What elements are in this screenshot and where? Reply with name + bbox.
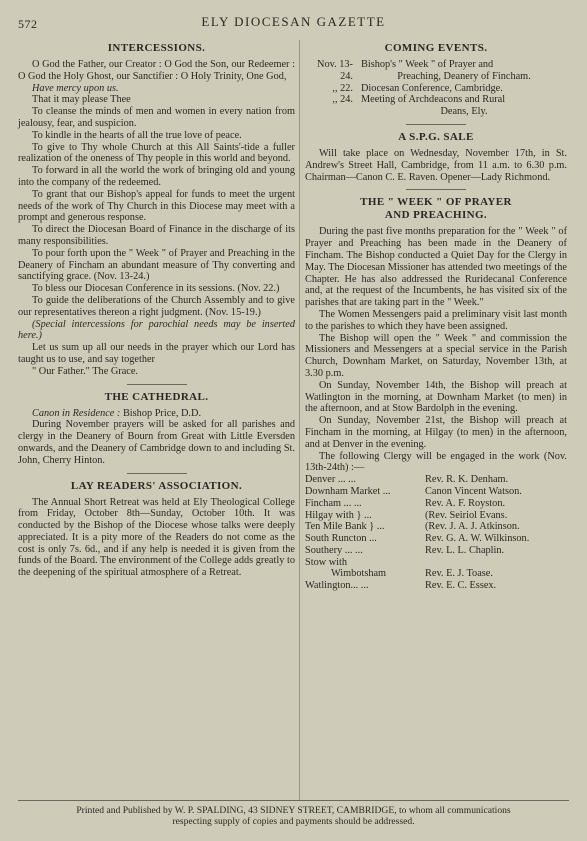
- event-description: [357, 83, 567, 95]
- response-line: That it may please Thee: [32, 94, 131, 106]
- clergy-parish: South Runcton ...: [305, 533, 377, 545]
- event-description: [357, 94, 567, 118]
- have-mercy-line: Have mercy upon us.: [32, 82, 119, 94]
- clergy-parish: Downham Market ...: [305, 485, 391, 497]
- clergy-parish: Southery ... ...: [305, 544, 363, 556]
- petition: To kindle in the hearts of all the true love of peace.: [32, 129, 242, 141]
- clergy-row: [305, 521, 567, 533]
- clergy-list: [305, 474, 567, 592]
- event-row: [305, 59, 567, 83]
- petition: To bless our Diocesan Conference in its sessions. (Nov. 22.): [32, 283, 280, 295]
- event-description: [357, 59, 567, 83]
- gazette-title: ELY DIOCESAN GAZETTE: [201, 14, 386, 29]
- section-rule: [406, 124, 466, 125]
- week-paragraph: On Sunday, November 14th, the Bishop will preach at Watlington in the morning, at Downham Market (to men) in the afternoon, and at Stow Bardolph in the evening.: [305, 379, 567, 415]
- clergy-name: Rev. G. A. W. Wilkinson.: [425, 533, 530, 545]
- heading-line: THE " WEEK " OF PRAYER: [360, 196, 512, 209]
- week-of-prayer-heading: [305, 196, 567, 222]
- event-row: [305, 83, 567, 95]
- footer-line: respecting supply of copies and payments should be addressed.: [172, 816, 415, 827]
- clergy-name: [425, 557, 567, 569]
- clergy-parish: Denver ... ...: [305, 474, 356, 486]
- event-date: Nov. 13-24.: [317, 59, 353, 82]
- spg-sale-section: [305, 131, 567, 183]
- section-rule: [127, 384, 187, 385]
- column-divider: [299, 40, 300, 800]
- spg-sale-heading: A S.P.G. SALE: [398, 130, 474, 143]
- clergy-row: [305, 568, 567, 580]
- petition: To give to Thy whole Church at this All Saints'-tide a fuller realization of the oneness of Thy people in this world and beyond.: [18, 141, 295, 165]
- clergy-parish: Hilgay with } ...: [305, 509, 372, 521]
- week-paragraph: The Women Messengers paid a preliminary visit last month to the parishes to which they have been assigned.: [305, 308, 567, 332]
- petition: To cleanse the minds of men and women in every nation from jealousy, fear, and suspicion.: [18, 106, 295, 129]
- clergy-parish: Watlington... ...: [305, 580, 369, 592]
- residence-name: Bishop Price, D.D.: [122, 407, 202, 419]
- week-paragraph: On Sunday, November 21st, the Bishop will preach at Fincham in the morning, at Hilgay (to men) in the afternoon, and at Denver in the evening.: [305, 415, 567, 450]
- heading-line: AND PREACHING.: [384, 209, 488, 222]
- clergy-row: [305, 533, 567, 545]
- our-father-line: " Our Father." The Grace.: [32, 365, 139, 377]
- cathedral-heading: THE CATHEDRAL.: [104, 390, 209, 403]
- intercessions-section: [18, 42, 295, 378]
- cathedral-section: [18, 391, 295, 467]
- petition: To grant that our Bishop's appeal for funds to meet the urgent needs of the work of Thy Church in this Diocese may meet with a prompt and generous response.: [18, 188, 295, 224]
- clergy-name: Canon Vincent Watson.: [425, 485, 522, 497]
- clergy-name: Rev. E. J. Toase.: [425, 568, 493, 580]
- clergy-row: [305, 557, 567, 569]
- canon-in-residence: [18, 408, 295, 420]
- right-column: [305, 38, 567, 592]
- event-desc-line: Meeting of Archdeacons and Rural: [361, 94, 506, 106]
- clergy-name: Rev. L. L. Chaplin.: [425, 544, 505, 556]
- section-rule: [127, 473, 187, 474]
- intercessions-invocation: O God the Father, our Creator : O God the Son, our Redeemer : O God the Holy Ghost, our Sanctifier : O Holy Trinity, One God,: [18, 59, 295, 82]
- coming-events-heading: COMING EVENTS.: [384, 42, 488, 54]
- spg-sale-body: Will take place on Wednesday, November 17th, in St. Andrew's Street Hall, Cambridge, from 11 a.m. to 6.30 p.m. Chairman—Canon C. E. Raven. Opener—Lady Richmond.: [305, 147, 567, 183]
- clergy-parish: Ten Mile Bank } ...: [305, 521, 385, 533]
- clergy-parish: Fincham ... ...: [305, 497, 362, 509]
- footer-line: Printed and Published by W. P. SPALDING, 43 SIDNEY STREET, CAMBRIDGE, to whom all communications: [76, 805, 511, 816]
- clergy-name: Rev. R. K. Denham.: [425, 474, 509, 486]
- week-paragraph: The Bishop will open the " Week " and commission the Missioners and Messengers at a special service in the Parish Church, Downham Market, on Saturday, November 13th, at 3.30 p.m.: [305, 332, 567, 379]
- clergy-row: [305, 474, 567, 486]
- event-desc-continuation: Preaching, Deanery of Fincham.: [397, 70, 531, 82]
- clergy-parish: Wimbotsham: [331, 568, 387, 580]
- week-of-prayer-section: [305, 196, 567, 592]
- clergy-row: [305, 580, 567, 592]
- lay-readers-section: [18, 480, 295, 580]
- left-column: [18, 38, 295, 579]
- petition: To guide the deliberations of the Church Assembly and to give our representatives thereon a right judgment. (Nov. 15-19.): [18, 294, 295, 318]
- event-date: ,, 22.: [332, 82, 353, 94]
- page-header: [0, 0, 587, 36]
- petition: To forward in all the world the work of bringing old and young into the company of the redeemed.: [18, 165, 295, 188]
- lay-readers-heading: LAY READERS' ASSOCIATION.: [70, 479, 243, 492]
- clergy-name: (Rev. J. A. J. Atkinson.: [425, 521, 520, 533]
- cathedral-body: During November prayers will be asked for all parishes and clergy in the Deanery of Bourn from Great with Little Eversden onwards, and the Deanery of Cambridge down to and including St. John, Cherry Hinton.: [18, 419, 295, 466]
- petition: To direct the Diocesan Board of Finance in the discharge of its many responsibilities.: [18, 224, 295, 247]
- clergy-parish: Stow with: [305, 556, 348, 568]
- event-row: [305, 94, 567, 118]
- clergy-name: Rev. A. F. Royston.: [425, 497, 506, 509]
- coming-events-section: [305, 42, 567, 118]
- intercessions-heading: INTERCESSIONS.: [107, 42, 206, 54]
- event-desc-line: Bishop's " Week " of Prayer and: [361, 59, 494, 70]
- event-date: ,, 24.: [332, 94, 353, 106]
- petition: To pour forth upon the " Week " of Prayer and Preaching in the Deanery of Fincham an abundant measure of Thy converting and sanctifying grace. (Nov. 13-24.): [18, 247, 295, 283]
- clergy-row: [305, 545, 567, 557]
- clergy-row: [305, 510, 567, 522]
- printer-footer: [18, 800, 569, 827]
- residence-label: Canon in Residence :: [32, 407, 121, 419]
- special-intercessions-note: (Special intercessions for parochial needs may be inserted here.): [18, 318, 295, 342]
- event-desc-continuation: Deans, Ely.: [440, 106, 488, 118]
- clergy-name: (Rev. Seiriol Evans.: [425, 509, 508, 521]
- week-paragraph: The following Clergy will be engaged in the work (Nov. 13th-24th) :—: [305, 450, 567, 474]
- clergy-name: Rev. E. C. Essex.: [425, 580, 497, 592]
- page-number: 572: [18, 17, 38, 31]
- lay-readers-body: The Annual Short Retreat was held at Ely Theological College from Friday, October 8th—Sunday, October 10th. It was conducted by the Bishop of the Diocese whose talks were deeply appreciated. It is a pity more of the Readers do not come as the cost is only 7s. 6d., and if any help is needed it is given from the funds of the Board. The environment of the College adds greatly to the deepening of the spiritual atmosphere of a Retreat.: [18, 496, 295, 579]
- closing-prayer: Let us sum up all our needs in the prayer which our Lord has taught us to use, and say together: [18, 342, 295, 365]
- clergy-row: [305, 486, 567, 498]
- event-desc-line: Diocesan Conference, Cambridge.: [361, 82, 503, 94]
- clergy-row: [305, 498, 567, 510]
- section-rule: [406, 189, 466, 190]
- week-paragraph: During the past five months preparation for the " Week " of Prayer and Preaching has been made in the Deanery of Fincham. The Bishop conducted a Quiet Day for the Clergy in May. The Diocesan Missioner has attended two meetings of the Chapter. He has also addressed the Ruridecanal Conference and, at the request of the Incumbents, he has visited six of the parishes that are taking part in the " Week.": [305, 226, 567, 309]
